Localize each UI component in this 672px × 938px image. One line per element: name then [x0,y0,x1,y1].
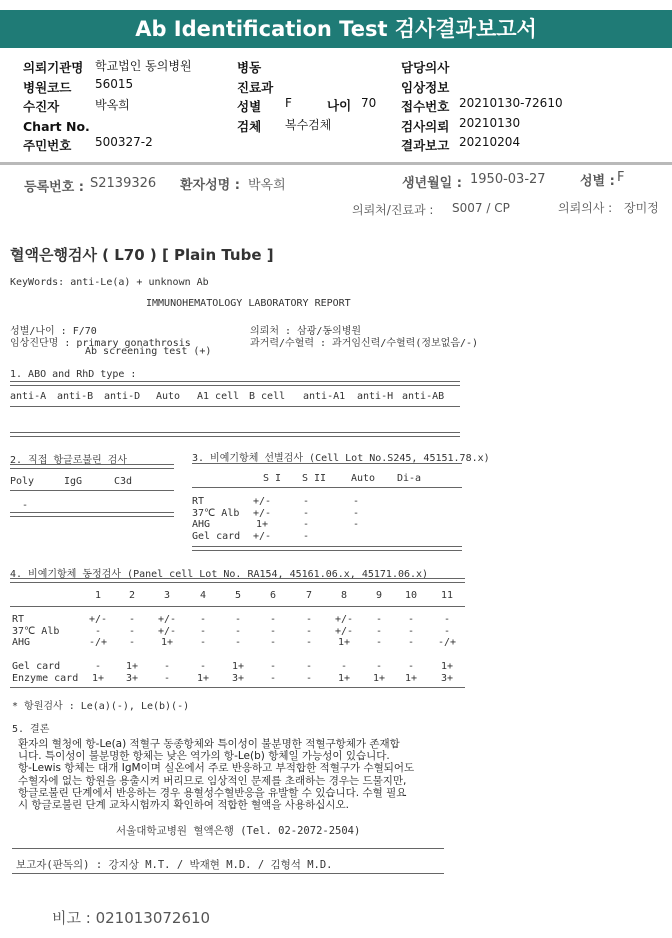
panel-cell: - [234,625,242,637]
reporter: 보고자(판독의) : 강지상 M.T. / 박재현 M.D. / 김형석 M.D. [16,859,333,871]
section-title: 혈액은행검사 ( L70 ) [ Plain Tube ] [10,246,274,264]
screening-row-label: RT [192,496,205,507]
abo-header: anti-H [357,391,394,402]
panel-row-label: RT [12,614,25,625]
panel-cell: - [94,661,102,672]
panel-cell: 1+ [337,673,351,684]
panel-cell: - [305,637,313,648]
panel-cell: - [443,614,451,625]
panel-title: 4. 비예기항체 동정검사 (Panel cell Lot No. RA154, 45161.06.x, 45171.06.x) [10,569,429,580]
abo-header: Auto [156,391,181,402]
conclusion-line: 수혈자에 없는 항원을 용출시켜 버리므로 임상적인 문제를 초래하는 경우는 드물지만, [18,774,407,787]
abo-header: anti-A1 [303,391,346,402]
header-label: 주민번호 [23,138,72,153]
panel-cell: - [305,614,313,625]
panel-cell: 1+ [125,661,139,672]
panel-cell-number: 6 [269,590,277,601]
panel-cell: +/- [157,614,177,625]
patient-name-value: 박옥희 [248,178,286,193]
header-label: 검체 [237,118,262,134]
panel-cell: - [269,614,277,625]
conclusion-title: 5. 결론 [12,724,50,735]
panel-cell: - [94,625,102,637]
panel-cell: - [375,661,383,672]
header-value: 20210204 [459,135,521,149]
screening-row-label: AHG [192,519,211,530]
screening-header: S II [302,473,327,484]
conclusion-line: 환자의 혈청에 항-Le(a) 적혈구 동종항체와 특이성이 불분명한 적혈구항체가 존재합 [18,738,400,750]
panel-cell: 1+ [372,673,386,684]
panel-cell: 1+ [196,673,210,684]
dat-header: Poly [10,476,35,487]
screening-cell: +/- [252,507,272,519]
header-value: 56015 [95,76,134,91]
divider [10,687,465,688]
panel-cell: - [199,625,207,637]
abo-header: anti-A [10,391,47,402]
divider [10,578,465,583]
panel-cell: - [234,614,242,625]
panel-cell: - [128,625,136,637]
panel-cell: - [305,625,313,637]
header-label: 수진자 [23,99,60,114]
header-label: 검사의뢰 [401,118,450,134]
panel-cell: - [375,614,383,625]
panel-cell: - [407,614,415,625]
divider [192,487,462,488]
header-label: 병동 [237,60,262,75]
header-value: 학교법인 동의병원 [95,59,192,73]
header-label: 성별 [237,99,262,114]
panel-cell: - [199,614,207,625]
panel-cell: 3+ [440,673,454,684]
header-value: F [285,96,292,110]
info-diagnosis: 임상진단명 : primary gonathrosis [10,338,191,349]
header-label: 병원코드 [23,79,72,95]
patient-name-label: 환자성명 : [180,178,240,193]
reg-no-label: 등록번호 : [24,180,84,195]
screening-cell: - [352,507,360,519]
panel-cell: 1+ [160,637,174,648]
header-col3 [401,57,563,155]
header-value: 복수검체 [285,117,332,132]
divider [10,490,174,491]
divider [10,432,460,437]
screening-cell: +/- [252,496,272,507]
panel-cell: - [199,637,207,648]
divider [10,464,174,469]
panel-cell: - [163,673,171,684]
screening-cell: 1+ [255,519,269,530]
panel-cell: 1+ [337,637,351,648]
divider [192,463,462,464]
screening-cell: - [302,507,310,519]
conclusion-line: 항글로불린 단계에서 반응하는 경우 용혈성수혈반응을 유발할 수 있습니다. 수혈 필요 [18,786,407,799]
screening-table [192,496,462,544]
panel-row-label: AHG [12,637,31,648]
dat-header: IgG [64,476,83,487]
panel-cell: - [128,637,136,648]
abo-header: anti-D [104,391,141,402]
panel-cell: 1+ [91,673,105,684]
header-value: 박옥희 [95,98,130,112]
panel-cell: +/- [334,614,354,625]
reg-no-value: S2139326 [90,176,157,191]
panel-cell: - [443,625,451,637]
doctor-value: 장미정 [624,201,659,215]
dept-label: 의뢰처/진료과 : [352,203,434,217]
panel-cell: - [269,637,277,648]
screening-cell: - [302,496,310,507]
panel-header-row [10,590,470,602]
header-col1 [23,57,192,155]
report-title: Ab Identification Test 검사결과보고서 [0,10,672,48]
info-screening: Ab screening test (+) [85,346,212,357]
screening-cell: +/- [252,530,272,542]
dob-label: 생년월일 : [402,176,462,191]
divider [12,873,444,874]
panel-cell: +/- [334,625,354,637]
antigen-test: * 항원검사 : Le(a)(-), Le(b)(-) [12,701,190,712]
screening-cell: - [352,519,360,530]
panel-cell: - [407,661,415,672]
header-label: 진료과 [237,79,274,95]
header-col2 [237,57,377,135]
header-label: 임상정보 [401,79,450,95]
screening-header: Auto [351,473,376,484]
panel-cell: - [305,661,313,672]
footer-note: 비고 : 021013072610 [52,909,211,927]
info-sex-age: 성별/나이 : F/70 [10,326,97,337]
header-value: 20210130-72610 [459,96,563,110]
panel-cell: +/- [157,625,177,637]
panel-cell: - [269,625,277,637]
panel-cell: - [305,673,313,684]
dat-value: - [22,500,29,511]
lab-report-title: IMMUNOHEMATOLOGY LABORATORY REPORT [146,298,351,309]
abo-header: A1 cell [197,391,240,402]
abo-header: anti-B [57,391,94,402]
dob-value: 1950-03-27 [470,172,546,187]
abo-header: anti-AB [402,391,445,402]
divider [10,381,460,386]
screening-title: 3. 비예기항체 선별검사 (Cell Lot No.S245, 45151.78.x) [192,453,490,464]
panel-cell-number: 4 [199,590,207,601]
panel-row-label: Gel card [12,661,61,672]
header-label: 의뢰기관명 [23,60,84,75]
panel-cell: 1+ [404,673,418,684]
panel-cell: 3+ [231,673,245,684]
panel-cell: 3+ [125,673,139,684]
panel-cell-number: 11 [440,590,454,601]
panel-cell-number: 1 [94,590,102,601]
screening-cell: - [302,519,310,530]
screening-header: S I [263,473,282,484]
info-history: 과거력/수혈력 : 과거임신력/수혈력(정보없음/-) [250,338,479,349]
doctor-label: 의뢰의사 : [558,201,613,215]
panel-cell-number: 2 [128,590,136,601]
panel-cell: - [199,661,207,672]
panel-cell-number: 10 [404,590,418,601]
abo-title: 1. ABO and RhD type : [10,369,137,380]
panel-cell: - [234,637,242,648]
screening-cell: - [352,496,360,507]
panel-cell: - [340,661,348,672]
divider [192,546,462,551]
panel-cell: - [375,625,383,637]
divider [10,512,174,517]
header-label: 결과보고 [401,138,450,153]
keywords: KeyWords: anti-Le(a) + unknown Ab [10,277,209,288]
conclusion-line: 항-Lewis 항체는 대개 IgM이며 실온에서 주로 반응하고 부적합한 적혈구가 수혈되어도 [18,762,415,775]
divider [10,406,460,407]
conclusion-line: 시 항글로불린 단계 교차시험까지 확인하여 적합한 혈액을 사용하십시오. [18,799,349,812]
panel-cell: -/+ [437,637,457,648]
age-value: 70 [361,96,377,110]
panel-cell-number: 5 [234,590,242,601]
panel-row-label: Enzyme card [12,673,79,684]
conclusion-line: 니다. 특이성이 불분명한 항체는 낮은 역가의 항-Le(b) 항체일 가능성이 있습니다. [18,750,390,763]
dept-value: S007 / CP [452,201,510,215]
panel-cell: 1+ [231,661,245,672]
abo-header: B cell [249,391,286,402]
abo-header-row [10,391,470,403]
sex-label: 성별 : [580,174,615,189]
conclusion-text [18,738,414,811]
screening-row-label: Gel card [192,530,241,542]
age-label: 나이 [327,98,352,113]
panel-cell: 1+ [440,661,454,672]
header-value: 500327-2 [95,135,153,149]
panel-cell: - [269,673,277,684]
panel-row-label: 37℃ Alb [12,625,60,637]
panel-cell-number: 7 [305,590,313,601]
header-separator [0,162,672,165]
divider [10,606,465,607]
panel-cell-number: 3 [163,590,171,601]
panel-cell: +/- [88,614,108,625]
panel-cell-number: 9 [375,590,383,601]
divider [12,848,444,849]
panel-table [10,614,470,686]
header-label: 접수번호 [401,99,450,114]
lab-signature: 서울대학교병원 혈액은행 (Tel. 02-2072-2504) [116,825,361,837]
screening-cell: - [302,530,310,542]
header-label: Chart No. [23,118,90,134]
screening-header: Di-a [397,473,422,484]
screening-row-label: 37℃ Alb [192,507,240,519]
panel-cell: -/+ [88,637,108,648]
dat-header: C3d [114,476,133,487]
panel-cell: - [407,637,415,648]
sex-value: F [617,170,625,185]
panel-cell-number: 8 [340,590,348,601]
info-referrer: 의뢰처 : 삼광/동의병원 [250,326,362,337]
panel-cell: - [269,661,277,672]
panel-cell: - [407,625,415,637]
dat-title: 2. 직접 항글로불린 검사 [10,455,128,466]
header-value: 20210130 [459,115,521,130]
panel-cell: - [128,614,136,625]
header-label: 담당의사 [401,60,450,75]
panel-cell: - [375,637,383,648]
panel-cell: - [163,661,171,672]
